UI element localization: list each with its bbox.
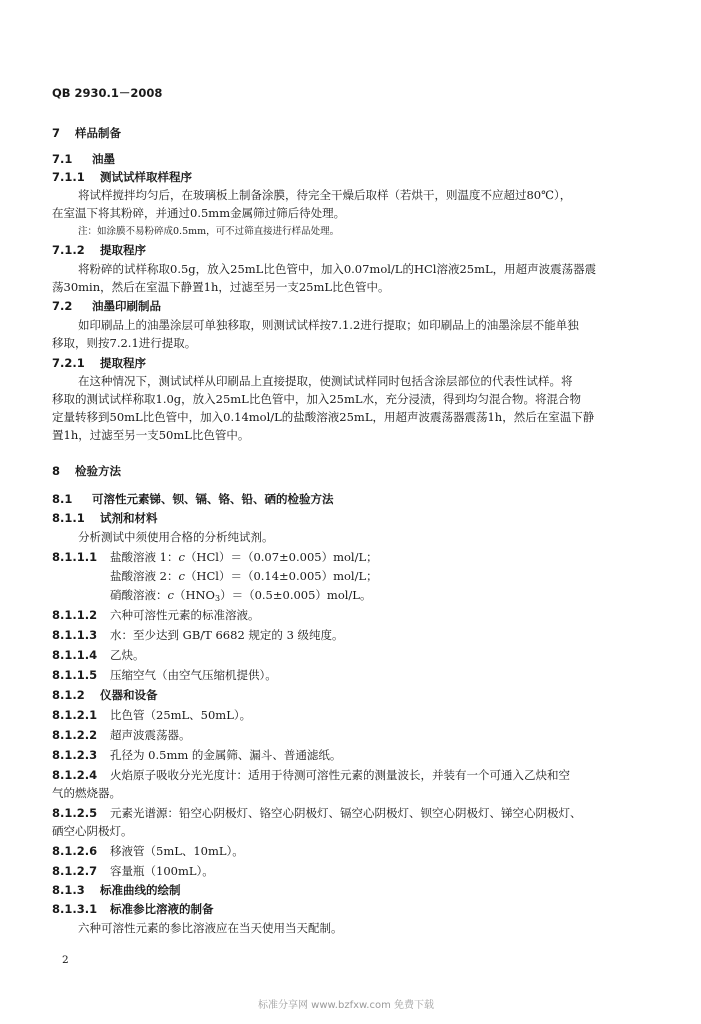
paragraph-line: 如印刷品上的油墨涂层可单独移取，则测试试样按7.1.2进行提取；如印刷品上的油墨涂层不能单独 bbox=[78, 318, 579, 332]
section-7-1-2-number: 7.1.2 bbox=[52, 243, 85, 257]
page-number: 2 bbox=[62, 954, 69, 966]
section-8-1-title: 可溶性元素锑、钡、镉、铬、铅、硒的检验方法 bbox=[92, 492, 334, 506]
section-8-1-1-title: 试剂和材料 bbox=[100, 511, 158, 525]
section-8-1-2-title: 仪器和设备 bbox=[100, 688, 158, 702]
paragraph-line: 荡30min，然后在室温下静置1h，过滤至另一支25mL比色管中。 bbox=[52, 280, 390, 294]
section-8-1-3-title: 标准曲线的绘制 bbox=[100, 883, 181, 897]
concentration-symbol: c bbox=[167, 588, 174, 602]
section-7-1-number: 7.1 bbox=[52, 152, 73, 166]
section-8-1-3-number: 8.1.3 bbox=[52, 883, 85, 897]
clause-8-1-1-2-number: 8.1.1.2 bbox=[52, 608, 98, 622]
clause-text: 气的燃烧器。 bbox=[52, 786, 121, 800]
section-7-2-1-title: 提取程序 bbox=[100, 356, 146, 370]
clause-8-1-1-3-number: 8.1.1.3 bbox=[52, 628, 98, 642]
clause-text: 硒空心阴极灯。 bbox=[52, 824, 133, 838]
paragraph-line: 分析测试中须使用合格的分析纯试剂。 bbox=[78, 530, 274, 544]
clause-8-1-2-7-number: 8.1.2.7 bbox=[52, 864, 98, 878]
clause-text: 乙炔。 bbox=[110, 648, 145, 662]
clause-text: 六种可溶性元素的标准溶液。 bbox=[110, 608, 260, 622]
reagent-formula: ）＝（0.5±0.005）mol/L。 bbox=[220, 588, 372, 602]
paragraph-line: 移取，则按7.2.1进行提取。 bbox=[52, 336, 197, 350]
section-8-1-1-number: 8.1.1 bbox=[52, 511, 85, 525]
section-7-2-1-number: 7.2.1 bbox=[52, 356, 85, 370]
paragraph-line: 六种可溶性元素的参比溶液应在当天使用当天配制。 bbox=[78, 921, 343, 935]
clause-text: 火焰原子吸收分光光度计：适用于待测可溶性元素的测量波长，并装有一个可通入乙炔和空 bbox=[110, 768, 570, 782]
paragraph-line: 将试样搅拌均匀后，在玻璃板上制备涂膜，待完全干燥后取样（若烘干，则温度不应超过80℃）， bbox=[78, 188, 572, 202]
clause-8-1-2-1-number: 8.1.2.1 bbox=[52, 708, 98, 722]
reagent-formula: （HNO bbox=[173, 588, 215, 602]
section-7-1-1-title: 测试试样取样程序 bbox=[100, 170, 192, 184]
clause-text: 容量瓶（100mL）。 bbox=[110, 864, 214, 878]
section-7-1-2-title: 提取程序 bbox=[100, 243, 146, 257]
clause-8-1-1-4-number: 8.1.1.4 bbox=[52, 648, 98, 662]
clause-text: 水：至少达到 GB/T 6682 规定的 3 级纯度。 bbox=[110, 628, 344, 642]
concentration-symbol: c bbox=[178, 569, 185, 583]
note-line: 注：如涂膜不易粉碎成0.5mm，可不过筛直接进行样品处理。 bbox=[78, 226, 340, 237]
paragraph-line: 在室温下将其粉碎，并通过0.5mm金属筛过筛后待处理。 bbox=[52, 206, 346, 220]
standard-code: QB 2930.1－2008 bbox=[52, 86, 163, 100]
clause-8-1-2-5-number: 8.1.2.5 bbox=[52, 806, 98, 820]
section-7-1-title: 油墨 bbox=[92, 152, 115, 166]
reagent-line-hno3 bbox=[110, 588, 371, 602]
clause-text: 比色管（25mL、50mL）。 bbox=[110, 708, 252, 722]
reagent-label: 盐酸溶液 2： bbox=[110, 569, 179, 583]
reagent-label: 硝酸溶液： bbox=[110, 588, 168, 602]
clause-8-1-1-1-number: 8.1.1.1 bbox=[52, 550, 98, 564]
section-8-title: 检验方法 bbox=[75, 464, 121, 478]
clause-text: 元素光谱源：铅空心阴极灯、铬空心阴极灯、镉空心阴极灯、钡空心阴极灯、锑空心阴极灯、 bbox=[110, 806, 582, 820]
reagent-line-hcl-2 bbox=[110, 569, 378, 583]
section-8-1-3-1-number: 8.1.3.1 bbox=[52, 902, 98, 916]
section-7-number: 7 bbox=[52, 126, 61, 140]
clause-text: 压缩空气（由空气压缩机提供）。 bbox=[110, 668, 277, 682]
paragraph-line: 置1h，过滤至另一支50mL比色管中。 bbox=[52, 428, 250, 442]
clause-text: 移液管（5mL、10mL）。 bbox=[110, 844, 244, 858]
reagent-line-hcl-1 bbox=[110, 550, 378, 564]
paragraph-line: 移取的测试试样称取1.0g，放入25mL比色管中，加入25mL水，充分浸渍，得到均匀混合物。将混合物 bbox=[52, 392, 581, 406]
section-7-1-1-number: 7.1.1 bbox=[52, 170, 85, 184]
section-7-2-number: 7.2 bbox=[52, 299, 73, 313]
section-8-number: 8 bbox=[52, 464, 61, 478]
clause-8-1-2-3-number: 8.1.2.3 bbox=[52, 748, 98, 762]
section-7-title: 样品制备 bbox=[75, 126, 121, 140]
section-8-1-number: 8.1 bbox=[52, 492, 73, 506]
site-watermark: 标准分享网 www.bzfxw.com 免费下载 bbox=[258, 1000, 434, 1011]
section-7-2-title: 油墨印刷制品 bbox=[92, 299, 161, 313]
clause-8-1-1-5-number: 8.1.1.5 bbox=[52, 668, 98, 682]
clause-8-1-2-2-number: 8.1.2.2 bbox=[52, 728, 98, 742]
paragraph-line: 将粉碎的试样称取0.5g，放入25mL比色管中，加入0.07mol/L的HCl溶液25mL，用超声波震荡器震 bbox=[78, 262, 597, 276]
reagent-label: 盐酸溶液 1： bbox=[110, 550, 179, 564]
clause-text: 超声波震荡器。 bbox=[110, 728, 191, 742]
section-8-1-3-1-title: 标准参比溶液的制备 bbox=[110, 902, 214, 916]
paragraph-line: 在这种情况下，测试试样从印刷品上直接提取，使测试试样同时包括含涂层部位的代表性试样。将 bbox=[78, 374, 573, 388]
clause-8-1-2-6-number: 8.1.2.6 bbox=[52, 844, 98, 858]
reagent-formula: （HCl）＝（0.14±0.005）mol/L； bbox=[184, 569, 378, 583]
paragraph-line: 定量转移到50mL比色管中，加入0.14mol/L的盐酸溶液25mL，用超声波震荡器震荡1h，然后在室温下静 bbox=[52, 410, 595, 424]
concentration-symbol: c bbox=[178, 550, 185, 564]
clause-8-1-2-4-number: 8.1.2.4 bbox=[52, 768, 98, 782]
clause-text: 孔径为 0.5mm 的金属筛、漏斗、普通滤纸。 bbox=[110, 748, 342, 762]
reagent-formula: （HCl）＝（0.07±0.005）mol/L； bbox=[184, 550, 378, 564]
formula-subscript: 3 bbox=[214, 594, 221, 603]
section-8-1-2-number: 8.1.2 bbox=[52, 688, 85, 702]
